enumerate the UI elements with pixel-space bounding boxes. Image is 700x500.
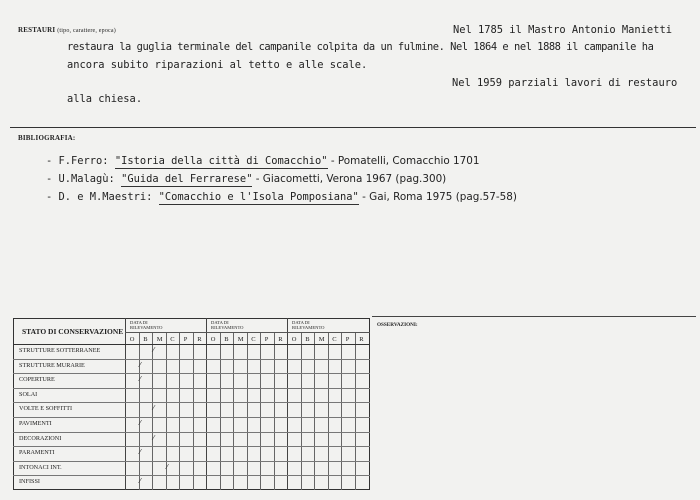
row-label: SOLAI [19,390,38,398]
column-divider [247,332,248,490]
bib-title: "Istoria della città di Comacchio" [114,155,328,167]
column-divider [193,332,194,490]
column-divider [274,332,275,490]
column-letter-o: O [210,336,216,343]
column-letter-c: C [251,336,256,343]
column-divider [233,332,234,490]
check-mark: ⁄ [139,448,141,457]
bib-entry-1 [46,155,479,167]
bib-title: "Comacchio e l'Isola Pomposiana" [158,191,359,203]
row-divider [13,446,370,447]
restauri-line-5: alla chiesa. [67,93,143,105]
check-mark: ⁄ [153,404,155,413]
bib-entry-3 [46,191,517,203]
bib-rest: - Gai, Roma 1975 (pag.57-58) [358,191,517,203]
column-letter-r: R [359,336,364,343]
check-mark: ⁄ [166,462,168,471]
group-header-line1: DATA DI [211,320,229,325]
row-divider [13,402,370,403]
row-divider [13,373,370,374]
group-header-line1: DATA DI [130,320,148,325]
check-mark: ⁄ [139,419,141,427]
restauri-line-4: Nel 1959 parziali lavori di restauro [452,77,678,89]
divider [10,127,696,128]
group-header-line2: RILEVAMENTO [211,325,244,330]
observations-divider [372,316,696,317]
column-letter-b: B [224,336,229,343]
bib-title: "Guida del Ferrarese" [121,173,253,185]
column-divider [179,332,180,490]
column-letter-m: M [318,336,325,343]
column-divider [220,332,221,490]
check-mark: ⁄ [153,346,155,354]
column-letter-o: O [129,336,135,343]
row-label: STRUTTURE MURARIE [19,361,85,369]
row-label: VOLTE E SOFFITTI [19,405,73,413]
column-divider [301,332,302,490]
group-header-line1: DATA DI [292,320,310,325]
conservation-title: STATO DI CONSERVAZIONE [22,327,124,336]
row-divider [13,359,370,360]
group-header-line2: RILEVAMENTO [130,325,163,330]
bib-rest: - Giacometti, Verona 1967 (pag.300) [252,173,447,185]
column-divider [139,332,140,490]
column-letter-p: P [264,336,269,343]
row-divider [13,388,370,389]
column-divider [314,332,315,490]
bib-entry-2 [46,173,446,185]
bib-rest: - Pomatelli, Comacchio 1701 [327,155,480,167]
header-bottom-line [13,344,370,345]
row-label: DECORAZIONI [19,434,62,442]
observations-label: OSSERVAZIONI: [377,322,418,328]
column-letter-b: B [143,336,148,343]
row-label: PAVIMENTI [19,420,52,427]
row-label: STRUTTURE SOTTERRANEE [19,347,101,354]
bib-author: - D. e M.Maestri: [46,191,159,203]
column-letter-r: R [197,336,202,343]
row-divider [13,461,370,462]
column-letter-r: R [278,336,283,343]
column-letter-c: C [332,336,337,343]
row-divider [13,417,370,418]
bibliografia-label: BIBLIOGRAFIA: [18,134,76,142]
row-label: INTONACI INT. [19,463,62,471]
column-letter-m: M [156,336,163,343]
column-divider [341,332,342,490]
group-header-line2: RILEVAMENTO [292,325,325,330]
row-divider [13,475,370,476]
bib-author: - U.Malagù: [46,173,122,185]
check-mark: ⁄ [153,433,155,442]
restauri-label: RESTAURI (tipo, carattere, epoca) [18,26,116,34]
row-label: COPERTURE [19,376,55,384]
restauri-line-2: restaura la guglia terminale del campanile colpita da un fulmine. Nel 1864 e nel 1888 il campanile ha [67,41,654,53]
bib-author: - F.Ferro: [46,155,115,167]
restauri-line-3: ancora subito riparazioni al tetto e alle scale. [67,59,368,71]
column-letter-p: P [345,336,350,343]
row-label: INFISSI [19,478,40,486]
column-divider [328,332,329,490]
check-mark: ⁄ [139,477,141,486]
column-divider [260,332,261,490]
row-divider [13,432,370,433]
column-divider [355,332,356,490]
restauri-line-1: Nel 1785 il Mastro Antonio Manietti [453,24,672,36]
column-letter-m: M [237,336,244,343]
header-divider [125,332,370,333]
column-letter-c: C [170,336,175,343]
check-mark: ⁄ [139,360,141,369]
row-label: PARAMENTI [19,449,55,457]
column-letter-o: O [291,336,297,343]
check-mark: ⁄ [139,375,141,384]
column-letter-p: P [183,336,188,343]
column-letter-b: B [305,336,310,343]
